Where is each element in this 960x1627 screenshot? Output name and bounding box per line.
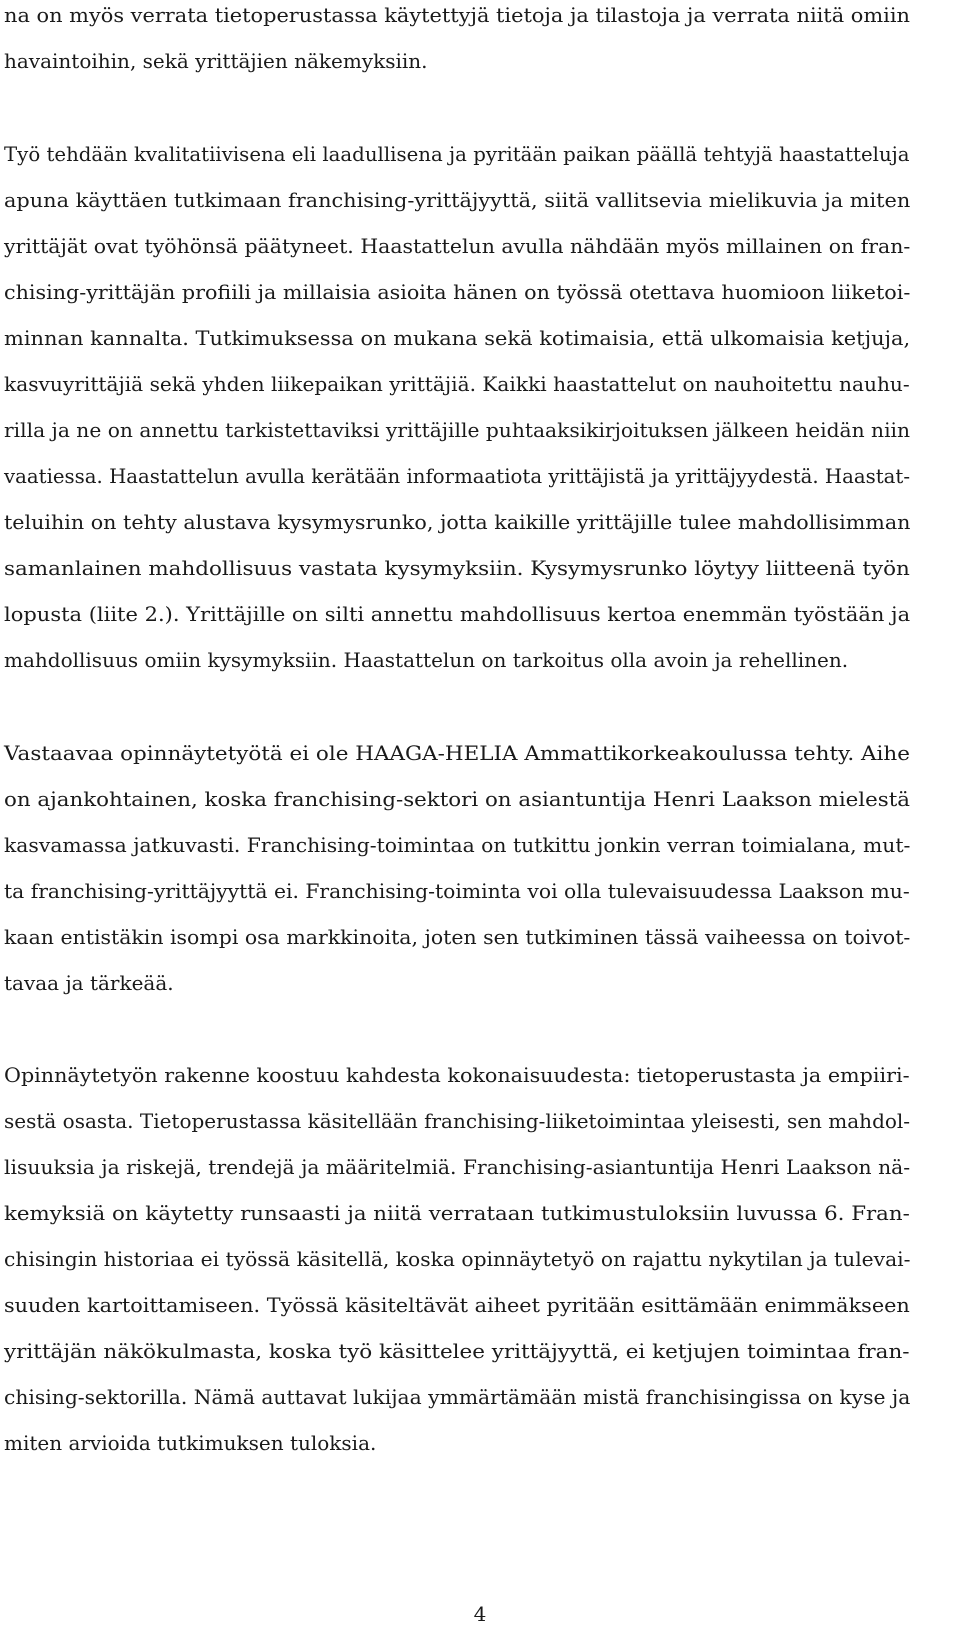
text-line: kaan entistäkin isompi osa markkinoita, joten sen tutkiminen tässä vaiheessa on toivot- [4, 925, 911, 949]
text-line: teluihin on tehty alustava kysymysrunko, jotta kaikille yrittäjille tulee mahdollisimman [4, 510, 911, 534]
text-line: samanlainen mahdollisuus vastata kysymyksiin. Kysymysrunko löytyy liitteenä työn [4, 556, 910, 580]
text-line: kemyksiä on käytetty runsaasti ja niitä verrataan tutkimustuloksiin luvussa 6. Fran- [4, 1201, 910, 1225]
text-line: lisuuksia ja riskejä, trendejä ja määritelmiä. Franchising-asiantuntija Henri Laakson nä- [4, 1155, 911, 1179]
text-line: miten arvioida tutkimuksen tuloksia. [4, 1431, 377, 1455]
text-line: sestä osasta. Tietoperustassa käsitellään franchising-liiketoimintaa yleisesti, sen mahdol- [4, 1109, 911, 1133]
text-line: apuna käyttäen tutkimaan franchising-yrittäjyyttä, siitä vallitsevia mielikuvia ja miten [4, 188, 911, 212]
text-line: mahdollisuus omiin kysymyksiin. Haastattelun on tarkoitus olla avoin ja rehellinen. [4, 648, 849, 672]
text-line: minnan kannalta. Tutkimuksessa on mukana sekä kotimaisia, että ulkomaisia ketjuja, [4, 326, 911, 350]
text-line: kasvuyrittäjiä sekä yhden liikepaikan yrittäjiä. Kaikki haastattelut on nauhoitettu nauhu- [4, 372, 910, 396]
text-line: na on myös verrata tietoperustassa käytettyjä tietoja ja tilastoja ja verrata niitä omiin [4, 3, 910, 27]
text-line: on ajankohtainen, koska franchising-sektori on asiantuntija Henri Laakson mielestä [4, 787, 911, 811]
text-line: chising-yrittäjän profiili ja millaisia asioita hänen on työssä otettava huomioon liiketoi- [4, 280, 911, 304]
text-line: yrittäjän näkökulmasta, koska työ käsittelee yrittäjyyttä, ei ketjujen toimintaa fran- [4, 1339, 910, 1363]
text-line: vaatiessa. Haastattelun avulla kerätään informaatiota yrittäjistä ja yrittäjyydestä. Haastat- [4, 464, 911, 488]
text-line: suuden kartoittamiseen. Työssä käsiteltävät aiheet pyritään esittämään enimmäkseen [4, 1293, 910, 1317]
text-line: ta franchising-yrittäjyyttä ei. Franchising-toiminta voi olla tulevaisuudessa Laakson mu- [4, 879, 910, 903]
page-number: 4 [473, 1602, 487, 1626]
text-line: chisingin historiaa ei työssä käsitellä, koska opinnäytetyö on rajattu nykytilan ja tulevai- [4, 1247, 911, 1271]
text-line: tavaa ja tärkeää. [4, 971, 174, 995]
text-line: lopusta (liite 2.). Yrittäjille on silti annettu mahdollisuus kertoa enemmän työstään ja [4, 602, 911, 626]
text-line: Vastaavaa opinnäytetyötä ei ole HAAGA-HELIA Ammattikorkeakoulussa tehty. Aihe [4, 741, 910, 765]
text-line: kasvamassa jatkuvasti. Franchising-toimintaa on tutkittu jonkin verran toimialana, mut- [4, 833, 911, 857]
text-line: chising-sektorilla. Nämä auttavat lukijaa ymmärtämään mistä franchisingissa on kyse ja [4, 1385, 911, 1409]
text-line: rilla ja ne on annettu tarkistettaviksi yrittäjille puhtaaksikirjoituksen jälkeen heidän niin [4, 418, 911, 442]
text-line: Opinnäytetyön rakenne koostuu kahdesta kokonaisuudesta: tietoperustasta ja empiiri- [4, 1063, 910, 1087]
text-line: yrittäjät ovat työhönsä päätyneet. Haastattelun avulla nähdään myös millainen on fran- [4, 234, 911, 258]
text-line: havaintoihin, sekä yrittäjien näkemyksiin. [4, 49, 428, 73]
text-line: Työ tehdään kvalitatiivisena eli laadullisena ja pyritään paikan päällä tehtyjä haastatteluja [4, 142, 910, 166]
